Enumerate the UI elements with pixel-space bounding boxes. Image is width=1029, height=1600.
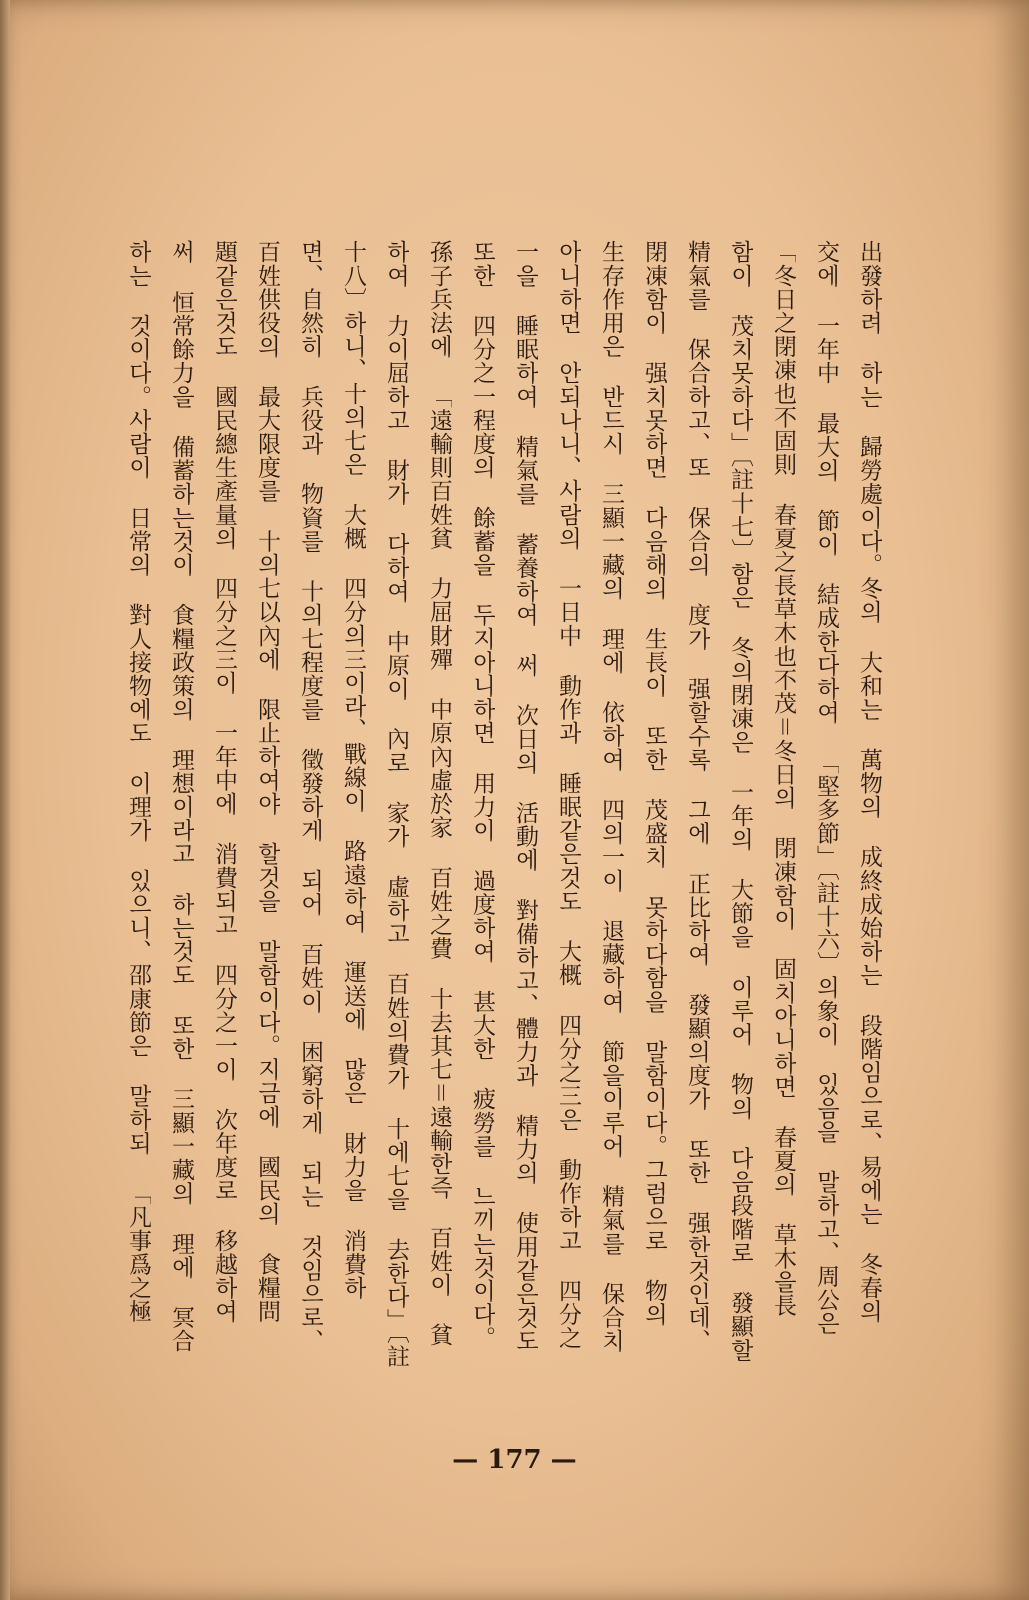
text-column-6: 閉凍함이 强치못하면 다음해의 生長이 또한 茂盛치 못하다함을 말함이다。그럼으로 物의 bbox=[641, 240, 667, 1326]
text-column-12: 하여 力이屈하고 財가 다하여 中原이 內로 家가 虛하고 百姓의費가 十에七을 去한다」〔註 bbox=[383, 240, 409, 1368]
text-column-18: 하는 것이다。사람이 日常의 對人接物에도 이理가 있으니、邵康節은 말하되 「凡事爲之極 bbox=[125, 240, 151, 1323]
text-column-15: 百姓供役의 最大限度를 十의七以內에 限止하여야 할것을 말함이다。지금에 國民의 食糧問 bbox=[254, 240, 280, 1323]
text-column-3: 「冬日之閉凍也不固則 春夏之長草木也不茂＝冬日의 閉凍함이 固치아니하면 春夏의 草木을長 bbox=[770, 240, 796, 1317]
text-column-11: 孫子兵法에 「遠輸則百姓貧 力屈財殫 中原內虛於家 百姓之費 十去其七＝遠輸한즉 百姓이 貧 bbox=[426, 240, 452, 1347]
text-column-5: 精氣를 保合하고、또 保合의 度가 强할수록 그에 正比하여 發顯의度가 또한 强한것인데、 bbox=[684, 240, 710, 1353]
text-column-7: 生存作用은 반드시 三顯一藏의 理에 依하여 四의一이 退藏하여 節을이루어 精氣를 保合치 bbox=[598, 240, 624, 1353]
text-column-17: 써 恒常餘力을 備蓄하는것이 食糧政策의 理想이라고 하는것도 또한 三顯一藏의 理에 冥合 bbox=[168, 240, 194, 1353]
page-binding-edge bbox=[0, 0, 10, 1600]
text-column-2: 交에 一年中 最大의 節이 結成한다하여 「堅多節」〔註十六〕의象이 있음을 말하고、周公은 bbox=[813, 240, 839, 1336]
vertical-text-block bbox=[82, 240, 882, 1435]
text-column-9: 一을 睡眠하여 精氣를 蓄養하여 써 次日의 活動에 對備하고、體力과 精力의 使用같은것도 bbox=[512, 240, 538, 1353]
text-column-1: 出發하려 하는 歸勞處이다。冬의 大和는 萬物의 成終成始하는 段階임으로、易에는 冬春의 bbox=[856, 240, 882, 1323]
text-column-16: 題같은것도 國民總生產量의 四分之三이 一年中에 消費되고 四分之一이 次年度로 移越하여 bbox=[211, 240, 237, 1323]
text-column-13: 十八〕하니、十의七은 大概 四分의三이라、戰線이 路遠하여 運送에 많은 財力을 消費하 bbox=[340, 240, 366, 1300]
page-number: — 177 — bbox=[452, 1445, 577, 1475]
text-column-4: 함이 茂치못하다」〔註十七〕함은 冬의閉凍은 一年의 大節을 이루어 物의 다음段階로 發顯할 bbox=[727, 240, 753, 1362]
text-column-8: 아니하면 안되나니、사람의 一日中 動作과 睡眠같은것도 大概 四分之三은 動作하고 四分之 bbox=[555, 240, 581, 1350]
text-column-14: 면、自然히 兵役과 物資를 十의七程度를 徵發하게 되어 百姓이 困窮하게 되는 것임으로、 bbox=[297, 240, 323, 1353]
text-column-10: 또한 四分之一程度의 餘蓄을 두지아니하면 用力이 過度하여 甚大한 疲勞를 느끼는것이다。 bbox=[469, 240, 495, 1350]
